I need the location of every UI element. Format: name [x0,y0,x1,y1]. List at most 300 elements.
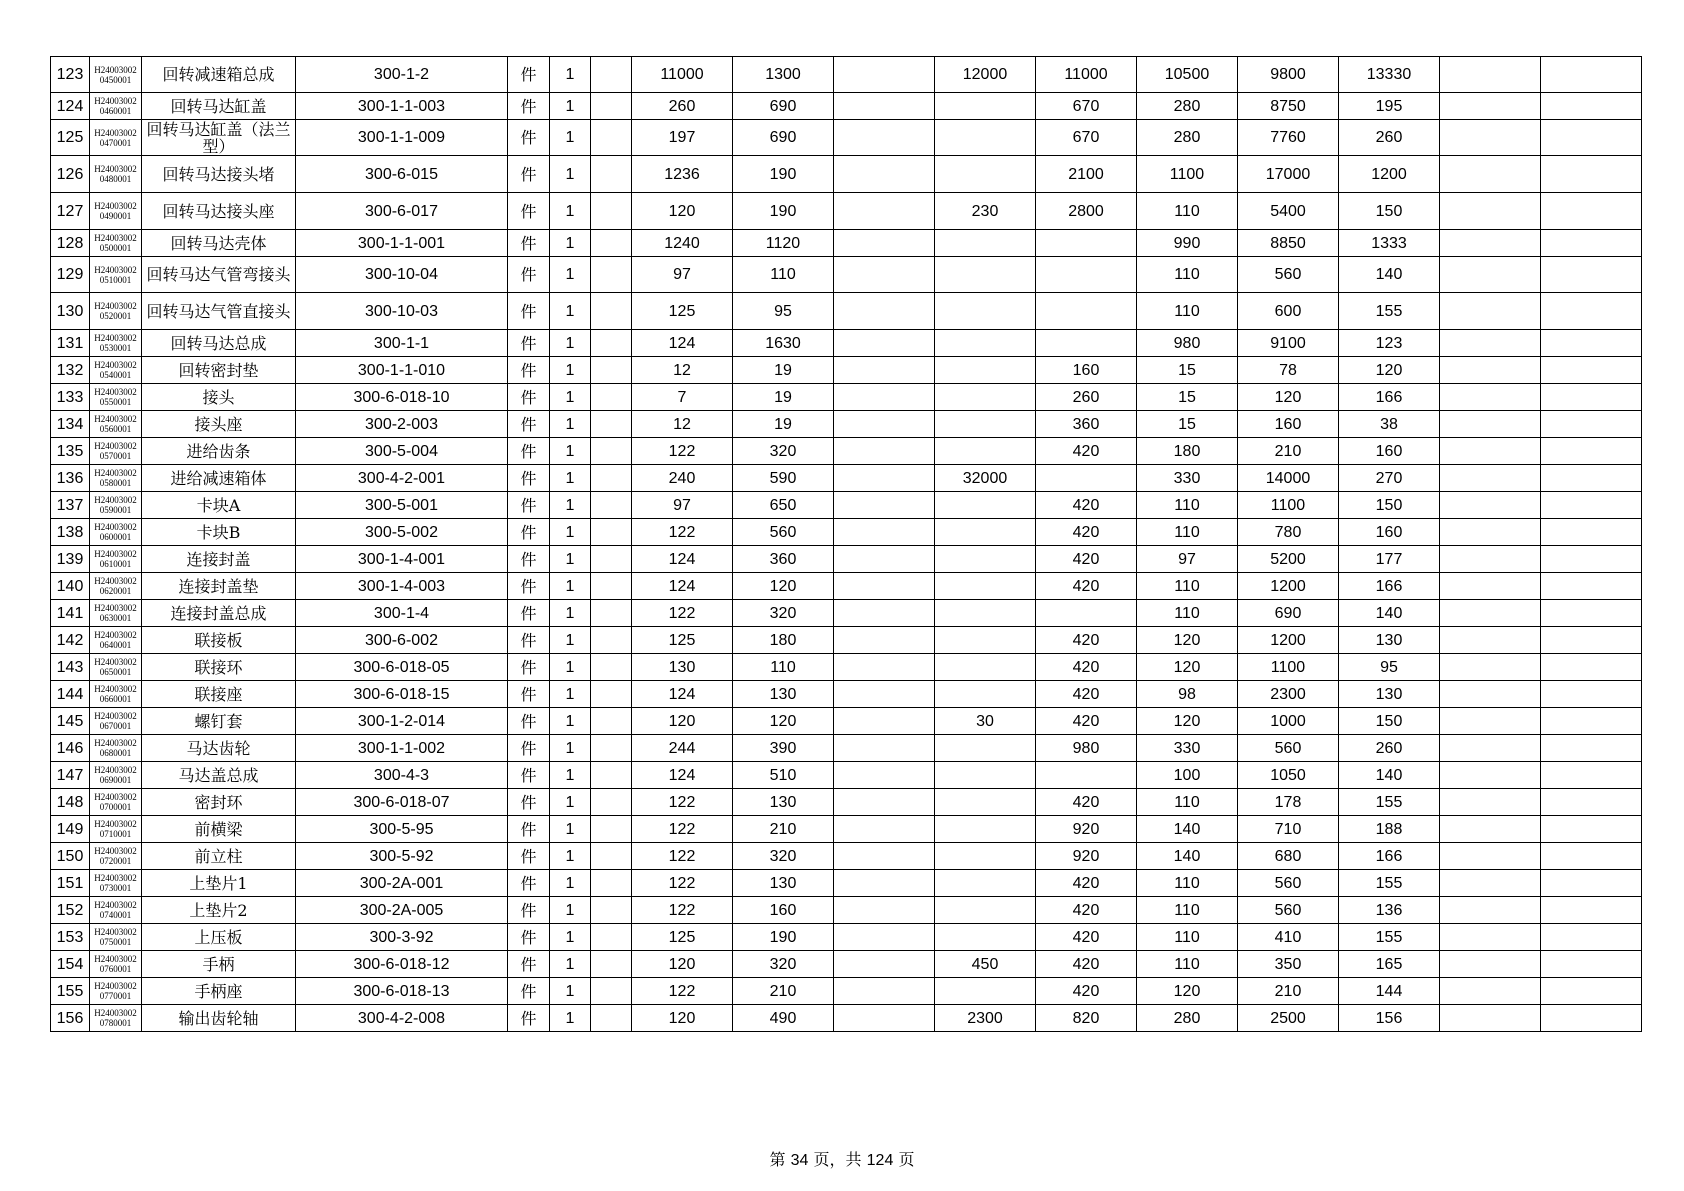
cell-c9: 156 [1339,1005,1440,1032]
cell-c1 [591,1005,632,1032]
cell-c3: 130 [733,681,834,708]
cell-c3: 190 [733,924,834,951]
cell-name: 接头 [142,384,296,411]
cell-no: 150 [51,843,90,870]
cell-c4 [834,492,935,519]
cell-c3: 19 [733,411,834,438]
cell-c8: 14000 [1238,465,1339,492]
cell-c7: 120 [1137,978,1238,1005]
cell-name: 回转减速箱总成 [142,57,296,93]
cell-c1 [591,93,632,120]
table-row [51,951,1642,978]
material-code-line1: H24003002 [94,657,137,667]
material-code-line1: H24003002 [94,738,137,748]
cell-c7: 15 [1137,357,1238,384]
cell-c5 [935,492,1036,519]
cell-c6: 420 [1036,978,1137,1005]
cell-c11 [1541,816,1642,843]
material-code-line1: H24003002 [94,792,137,802]
cell-c4 [834,627,935,654]
cell-c2: 124 [632,681,733,708]
cell-c4 [834,411,935,438]
cell-c10 [1440,654,1541,681]
cell-model: 300-4-2-001 [296,465,508,492]
cell-c5 [935,519,1036,546]
cell-name: 上垫片1 [142,870,296,897]
cell-c10 [1440,978,1541,1005]
cell-model: 300-6-002 [296,627,508,654]
cell-qty: 1 [550,57,591,93]
cell-name: 卡块B [142,519,296,546]
cell-c4 [834,120,935,156]
cell-qty: 1 [550,789,591,816]
cell-model: 300-10-03 [296,293,508,330]
cell-model: 300-1-1-009 [296,120,508,156]
cell-c7: 110 [1137,951,1238,978]
cell-material-code [90,1005,142,1032]
cell-c5: 230 [935,193,1036,230]
cell-qty: 1 [550,681,591,708]
cell-c7: 120 [1137,708,1238,735]
cell-qty: 1 [550,438,591,465]
cell-no: 126 [51,156,90,193]
cell-c3: 510 [733,762,834,789]
cell-model: 300-1-4 [296,600,508,627]
cell-qty: 1 [550,293,591,330]
cell-c4 [834,789,935,816]
cell-c2: 122 [632,600,733,627]
cell-c11 [1541,843,1642,870]
cell-c10 [1440,519,1541,546]
table-row [51,411,1642,438]
material-code-line1: H24003002 [94,164,137,174]
cell-c9: 130 [1339,681,1440,708]
cell-c10 [1440,681,1541,708]
material-code-line1: H24003002 [94,846,137,856]
footer-page-number: 34 [790,1152,809,1169]
cell-c1 [591,681,632,708]
cell-c4 [834,465,935,492]
cell-c4 [834,924,935,951]
cell-c6: 420 [1036,654,1137,681]
cell-no: 128 [51,230,90,257]
material-code-line2: 0460001 [99,106,132,116]
cell-c5: 30 [935,708,1036,735]
table-row [51,978,1642,1005]
cell-c1 [591,120,632,156]
cell-unit: 件 [508,654,550,681]
cell-unit: 件 [508,735,550,762]
cell-c3: 650 [733,492,834,519]
material-code-line1: H24003002 [94,819,137,829]
cell-model: 300-10-04 [296,257,508,293]
cell-material-code [90,681,142,708]
table-body [51,57,1642,1032]
cell-material-code [90,438,142,465]
cell-qty: 1 [550,93,591,120]
cell-no: 154 [51,951,90,978]
cell-c1 [591,156,632,193]
cell-c4 [834,257,935,293]
cell-c9: 166 [1339,573,1440,600]
cell-c3: 95 [733,293,834,330]
cell-c11 [1541,870,1642,897]
cell-no: 138 [51,519,90,546]
cell-qty: 1 [550,735,591,762]
cell-no: 145 [51,708,90,735]
cell-name: 回转马达气管直接头 [142,293,296,330]
cell-model: 300-5-92 [296,843,508,870]
table-row [51,762,1642,789]
cell-c5 [935,230,1036,257]
cell-c5 [935,330,1036,357]
cell-c8: 9100 [1238,330,1339,357]
cell-c4 [834,1005,935,1032]
cell-c2: 130 [632,654,733,681]
cell-c7: 15 [1137,384,1238,411]
cell-no: 140 [51,573,90,600]
cell-name: 回转马达气管弯接头 [142,257,296,293]
cell-qty: 1 [550,384,591,411]
cell-c6 [1036,762,1137,789]
cell-c1 [591,735,632,762]
cell-c5 [935,573,1036,600]
cell-c11 [1541,193,1642,230]
table-row [51,735,1642,762]
cell-c9: 1200 [1339,156,1440,193]
cell-material-code [90,654,142,681]
cell-model: 300-6-018-13 [296,978,508,1005]
cell-c6: 920 [1036,843,1137,870]
cell-c7: 110 [1137,519,1238,546]
cell-qty: 1 [550,654,591,681]
cell-c3: 190 [733,193,834,230]
cell-c4 [834,193,935,230]
cell-material-code [90,57,142,93]
cell-name: 连接封盖垫 [142,573,296,600]
table-row [51,384,1642,411]
cell-c7: 97 [1137,546,1238,573]
cell-c10 [1440,816,1541,843]
cell-c6: 420 [1036,519,1137,546]
cell-c10 [1440,600,1541,627]
cell-c2: 122 [632,816,733,843]
cell-unit: 件 [508,519,550,546]
cell-c9: 195 [1339,93,1440,120]
material-code-line1: H24003002 [94,333,137,343]
cell-no: 156 [51,1005,90,1032]
material-code-line1: H24003002 [94,981,137,991]
table-row [51,708,1642,735]
cell-c8: 600 [1238,293,1339,330]
cell-material-code [90,193,142,230]
cell-name: 螺钉套 [142,708,296,735]
cell-c11 [1541,93,1642,120]
material-code-line2: 0560001 [99,424,132,434]
cell-qty: 1 [550,627,591,654]
cell-material-code [90,230,142,257]
cell-c2: 122 [632,978,733,1005]
cell-no: 153 [51,924,90,951]
cell-no: 135 [51,438,90,465]
cell-c1 [591,843,632,870]
cell-no: 139 [51,546,90,573]
cell-material-code [90,978,142,1005]
cell-c8: 410 [1238,924,1339,951]
cell-c8: 350 [1238,951,1339,978]
cell-material-code [90,293,142,330]
cell-c1 [591,357,632,384]
cell-c11 [1541,257,1642,293]
cell-c5 [935,120,1036,156]
table-row [51,1005,1642,1032]
cell-c10 [1440,573,1541,600]
cell-c7: 110 [1137,870,1238,897]
cell-c9: 95 [1339,654,1440,681]
cell-c10 [1440,546,1541,573]
cell-model: 300-6-015 [296,156,508,193]
cell-name: 接头座 [142,411,296,438]
cell-no: 133 [51,384,90,411]
cell-qty: 1 [550,120,591,156]
cell-c4 [834,762,935,789]
cell-c3: 130 [733,789,834,816]
cell-c4 [834,519,935,546]
cell-qty: 1 [550,257,591,293]
material-code-line2: 0540001 [99,370,132,380]
cell-c9: 140 [1339,762,1440,789]
cell-c1 [591,519,632,546]
cell-c11 [1541,546,1642,573]
cell-model: 300-6-018-12 [296,951,508,978]
cell-c10 [1440,230,1541,257]
cell-no: 137 [51,492,90,519]
cell-c3: 180 [733,627,834,654]
cell-c11 [1541,573,1642,600]
cell-c3: 360 [733,546,834,573]
table-row [51,546,1642,573]
cell-material-code [90,257,142,293]
cell-material-code [90,384,142,411]
cell-c3: 1120 [733,230,834,257]
cell-c7: 280 [1137,93,1238,120]
cell-name: 联接座 [142,681,296,708]
cell-unit: 件 [508,627,550,654]
cell-c9: 270 [1339,465,1440,492]
material-code-line2: 0500001 [99,243,132,253]
cell-c5 [935,816,1036,843]
cell-c8: 210 [1238,438,1339,465]
cell-c2: 7 [632,384,733,411]
cell-c9: 140 [1339,600,1440,627]
table-row [51,519,1642,546]
cell-c3: 110 [733,257,834,293]
cell-c4 [834,816,935,843]
cell-qty: 1 [550,230,591,257]
cell-c7: 120 [1137,654,1238,681]
cell-unit: 件 [508,330,550,357]
cell-c4 [834,546,935,573]
cell-c11 [1541,438,1642,465]
cell-unit: 件 [508,57,550,93]
cell-model: 300-4-2-008 [296,1005,508,1032]
material-code-line1: H24003002 [94,414,137,424]
cell-name: 连接封盖 [142,546,296,573]
cell-name: 回转马达缸盖（法兰型） [142,120,296,156]
cell-c5 [935,735,1036,762]
cell-c9: 260 [1339,735,1440,762]
cell-c1 [591,600,632,627]
cell-c3: 210 [733,816,834,843]
cell-c7: 330 [1137,735,1238,762]
cell-c4 [834,951,935,978]
footer-prefix: 第 [769,1150,786,1169]
cell-c9: 155 [1339,789,1440,816]
cell-c1 [591,230,632,257]
cell-c2: 240 [632,465,733,492]
cell-unit: 件 [508,843,550,870]
cell-c7: 110 [1137,897,1238,924]
cell-c8: 1100 [1238,492,1339,519]
cell-c8: 8750 [1238,93,1339,120]
cell-unit: 件 [508,681,550,708]
cell-qty: 1 [550,357,591,384]
cell-c5 [935,357,1036,384]
cell-no: 151 [51,870,90,897]
cell-c10 [1440,870,1541,897]
cell-c5 [935,762,1036,789]
cell-c10 [1440,293,1541,330]
cell-c11 [1541,708,1642,735]
cell-c6: 360 [1036,411,1137,438]
cell-c7: 110 [1137,600,1238,627]
footer-middle: 页，共 [813,1150,862,1169]
cell-c6: 11000 [1036,57,1137,93]
cell-c11 [1541,654,1642,681]
cell-c6: 420 [1036,573,1137,600]
material-code-line1: H24003002 [94,468,137,478]
cell-c4 [834,573,935,600]
cell-c1 [591,978,632,1005]
cell-c10 [1440,411,1541,438]
cell-c2: 260 [632,93,733,120]
cell-c5 [935,654,1036,681]
cell-qty: 1 [550,492,591,519]
cell-name: 进给齿条 [142,438,296,465]
cell-material-code [90,465,142,492]
cell-c9: 165 [1339,951,1440,978]
cell-name: 回转马达缸盖 [142,93,296,120]
cell-model: 300-6-017 [296,193,508,230]
cell-c11 [1541,519,1642,546]
cell-no: 147 [51,762,90,789]
cell-c7: 10500 [1137,57,1238,93]
cell-c6 [1036,465,1137,492]
cell-material-code [90,951,142,978]
cell-name: 联接板 [142,627,296,654]
cell-c11 [1541,330,1642,357]
material-code-line2: 0550001 [99,397,132,407]
cell-qty: 1 [550,193,591,230]
material-code-line1: H24003002 [94,127,137,138]
material-code-line2: 0490001 [99,211,132,221]
cell-c3: 210 [733,978,834,1005]
table-row [51,843,1642,870]
cell-c1 [591,257,632,293]
cell-name: 手柄座 [142,978,296,1005]
cell-c6: 920 [1036,816,1137,843]
cell-name: 上垫片2 [142,897,296,924]
cell-unit: 件 [508,573,550,600]
material-code-line1: H24003002 [94,360,137,370]
cell-c8: 120 [1238,384,1339,411]
cell-name: 马达齿轮 [142,735,296,762]
cell-unit: 件 [508,789,550,816]
table-row [51,924,1642,951]
cell-model: 300-6-018-10 [296,384,508,411]
cell-c3: 690 [733,120,834,156]
material-code-line1: H24003002 [94,522,137,532]
cell-c3: 690 [733,93,834,120]
cell-name: 回转马达总成 [142,330,296,357]
cell-c9: 155 [1339,870,1440,897]
cell-material-code [90,870,142,897]
cell-qty: 1 [550,411,591,438]
cell-c2: 244 [632,735,733,762]
cell-c1 [591,293,632,330]
cell-c6: 2100 [1036,156,1137,193]
cell-unit: 件 [508,357,550,384]
material-code-line1: H24003002 [94,927,137,937]
cell-c5: 450 [935,951,1036,978]
cell-c3: 320 [733,600,834,627]
cell-c8: 2500 [1238,1005,1339,1032]
table-row [51,357,1642,384]
material-code-line1: H24003002 [94,900,137,910]
cell-c9: 155 [1339,924,1440,951]
cell-c9: 38 [1339,411,1440,438]
cell-qty: 1 [550,465,591,492]
cell-c8: 8850 [1238,230,1339,257]
cell-c4 [834,384,935,411]
cell-c6: 420 [1036,681,1137,708]
cell-unit: 件 [508,492,550,519]
cell-c8: 560 [1238,870,1339,897]
cell-c9: 123 [1339,330,1440,357]
cell-c4 [834,735,935,762]
cell-model: 300-4-3 [296,762,508,789]
cell-c2: 122 [632,870,733,897]
cell-name: 前立柱 [142,843,296,870]
cell-name: 回转马达壳体 [142,230,296,257]
cell-unit: 件 [508,600,550,627]
cell-c5 [935,843,1036,870]
cell-c9: 177 [1339,546,1440,573]
cell-c6: 820 [1036,1005,1137,1032]
cell-qty: 1 [550,708,591,735]
cell-qty: 1 [550,816,591,843]
cell-c2: 97 [632,492,733,519]
material-code-line2: 0480001 [99,174,132,184]
cell-no: 132 [51,357,90,384]
cell-c11 [1541,897,1642,924]
cell-no: 131 [51,330,90,357]
cell-c5 [935,438,1036,465]
cell-c2: 1240 [632,230,733,257]
cell-no: 143 [51,654,90,681]
cell-unit: 件 [508,708,550,735]
cell-c10 [1440,156,1541,193]
